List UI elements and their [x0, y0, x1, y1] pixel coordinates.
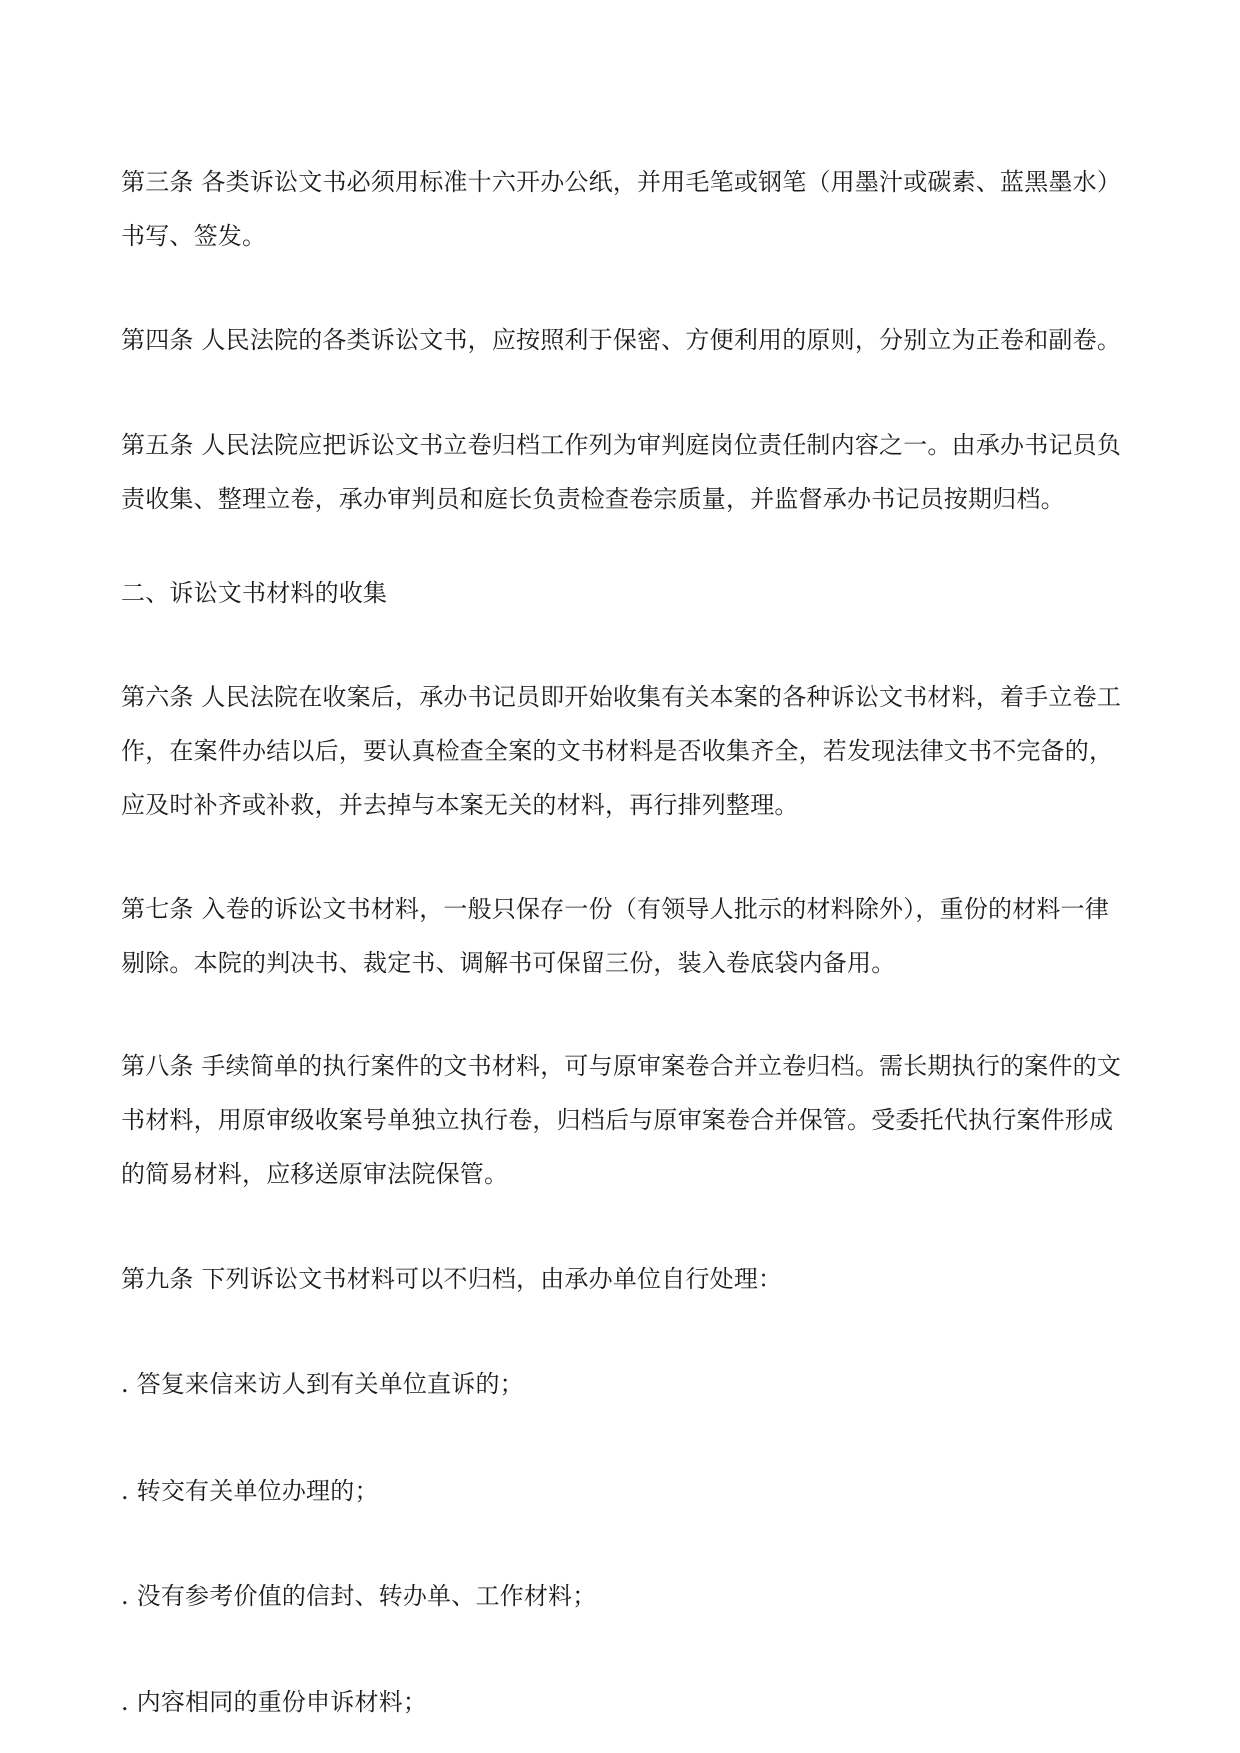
- article-3-paragraph: 第三条 各类诉讼文书必须用标准十六开办公纸，并用毛笔或钢笔（用墨汁或碳素、蓝黑墨水）书写、签发。: [121, 168, 1122, 250]
- article-5-paragraph: 第五条 人民法院应把诉讼文书立卷归档工作列为审判庭岗位责任制内容之一。由承办书记员负责收集、整理立卷，承办审判员和庭长负责检查卷宗质量，并监督承办书记员按期归档。: [121, 431, 1122, 513]
- article-6-paragraph: 第六条 人民法院在收案后，承办书记员即开始收集有关本案的各种诉讼文书材料，着手立卷工作，在案件办结以后，要认真检查全案的文书材料是否收集齐全，若发现法律文书不完备的，应及时补齐或补救，并去掉与本案无关的材料，再行排列整理。: [121, 683, 1122, 819]
- article-8-paragraph: 第八条 手续简单的执行案件的文书材料，可与原审案卷合并立卷归档。需长期执行的案件的文书材料，用原审级收案号单独立执行卷，归档后与原审案卷合并保管。受委托代执行案件形成的简易材料，应移送原审法院保管。: [121, 1052, 1122, 1188]
- list-item: . 转交有关单位办理的；: [121, 1477, 379, 1505]
- list-item: . 内容相同的重份申诉材料；: [121, 1688, 428, 1716]
- list-item: . 答复来信来访人到有关单位直诉的；: [121, 1370, 524, 1398]
- article-7-paragraph: 第七条 入卷的诉讼文书材料，一般只保存一份（有领导人批示的材料除外），重份的材料一律剔除。本院的判决书、裁定书、调解书可保留三份，装入卷底袋内备用。: [121, 895, 1110, 977]
- list-item: . 没有参考价值的信封、转办单、工作材料；: [121, 1582, 597, 1610]
- article-4-paragraph: 第四条 人民法院的各类诉讼文书，应按照利于保密、方便利用的原则，分别立为正卷和副卷。: [121, 326, 1122, 354]
- section-heading: 二、诉讼文书材料的收集: [121, 579, 388, 607]
- article-9-paragraph: 第九条 下列诉讼文书材料可以不归档，由承办单位自行处理：: [121, 1265, 783, 1293]
